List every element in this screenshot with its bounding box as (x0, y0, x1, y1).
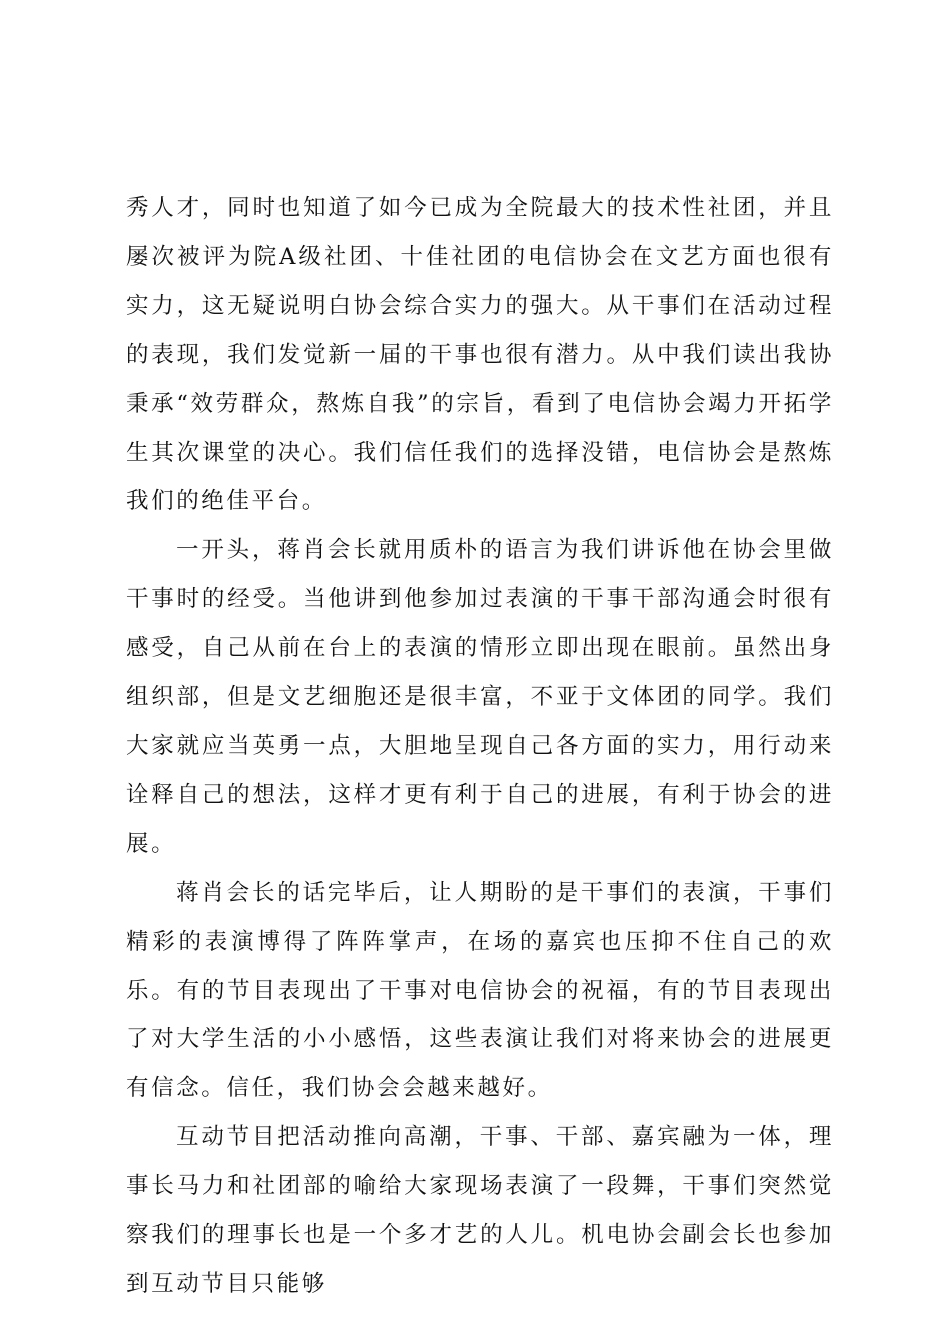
paragraph-3: 蒋肖会长的话完毕后，让人期盼的是干事们的表演，干事们精彩的表演博得了阵阵掌声，在场的嘉宾也压抑不住自己的欢乐。有的节目表现出了干事对电信协会的祝福，有的节目表现出了对大学生活的小小感悟，这些表演让我们对将来协会的进展更有信念。信任，我们协会会越来越好。 (126, 879, 834, 1102)
document-body (126, 184, 834, 1309)
paragraph-2: 一开头，蒋肖会长就用质朴的语言为我们讲诉他在协会里做干事时的经受。当他讲到他参加过表演的干事干部沟通会时很有感受，自己从前在台上的表演的情形立即出现在眼前。虽然出身组织部，但是文艺细胞还是很丰富，不亚于文体团的同学。我们大家就应当英勇一点，大胆地呈现自己各方面的实力，用行动来诠释自己的想法，这样才更有利于自己的进展，有利于协会的进展。 (126, 537, 834, 857)
paragraph-4: 互动节目把活动推向高潮，干事、干部、嘉宾融为一体，理事长马力和社团部的喻给大家现场表演了一段舞，干事们突然觉察我们的理事长也是一个多才艺的人儿。机电协会副会长也参加到互动节目只能够 (126, 1124, 834, 1297)
paragraph-1: 秀人才，同时也知道了如今已成为全院最大的技术性社团，并且屡次被评为院A级社团、十佳社团的电信协会在文艺方面也很有实力，这无疑说明白协会综合实力的强大。从干事们在活动过程的表现，我们发觉新一届的干事也很有潜力。从中我们读出我协秉承“效劳群众，熬炼自我”的宗旨，看到了电信协会竭力开拓学生其次课堂的决心。我们信任我们的选择没错，电信协会是熬炼我们的绝佳平台。 (126, 195, 834, 515)
